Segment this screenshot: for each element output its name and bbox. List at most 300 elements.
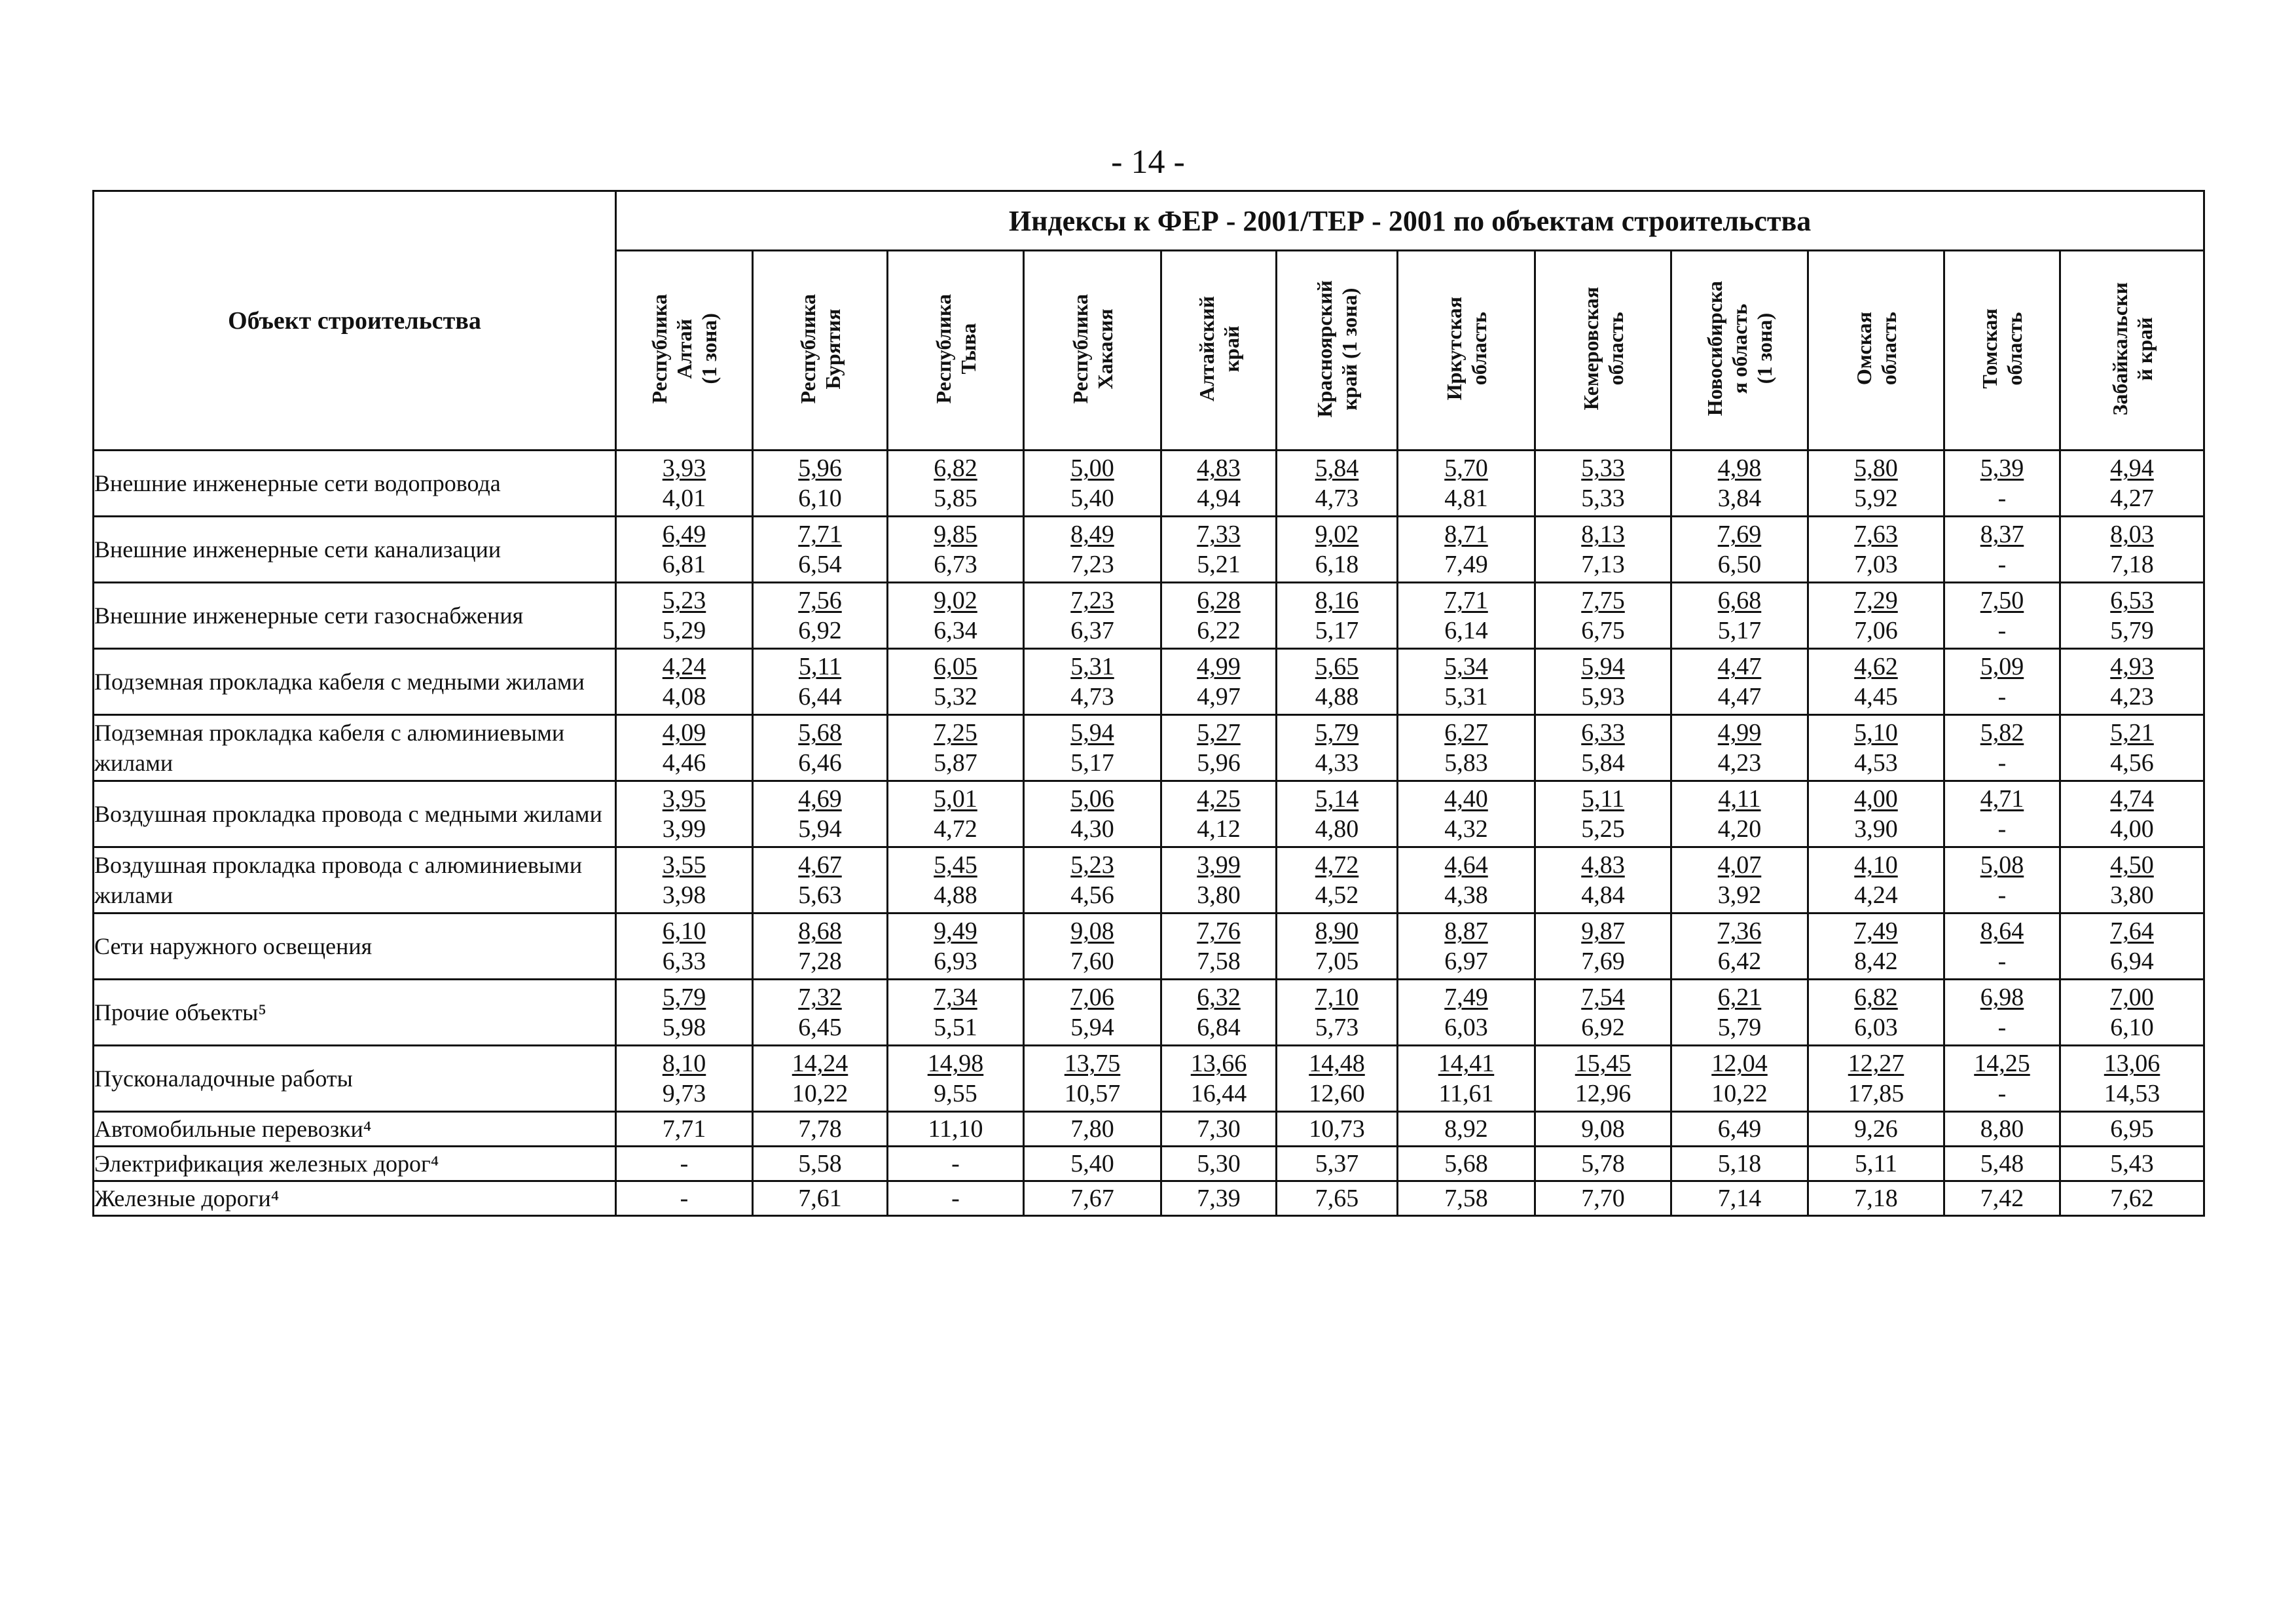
region-header-label: Красноярский край (1 зона) [1313,280,1361,418]
index-value-top: 5,39 [1980,454,2024,482]
index-cell [753,583,888,649]
index-value-bottom: 3,90 [1854,815,1898,843]
index-cell [1671,517,1808,583]
index-value-bottom: 6,93 [934,948,977,975]
region-header [1944,251,2060,451]
index-cell [888,781,1024,847]
region-header-label: Томская область [1978,308,2026,389]
index-cell [1277,847,1398,913]
index-value-top: 6,68 [1717,587,1762,614]
index-value-bottom: 5,63 [798,881,842,909]
index-value-bottom: 6,94 [2110,948,2154,975]
index-cell: 9,26 [1808,1112,1944,1147]
index-value-bottom: 4,56 [2110,749,2154,777]
table-row [94,451,2204,517]
index-cell [1944,980,2060,1046]
index-cell [2060,715,2204,781]
index-value-top: 5,96 [798,454,842,482]
index-value-top: 4,72 [1315,851,1359,879]
index-value-bottom: 5,94 [798,815,842,843]
index-cell [1808,715,1944,781]
table-row [94,980,2204,1046]
index-value-top: 8,03 [2110,521,2154,548]
index-cell [888,715,1024,781]
index-value-top: 7,33 [1197,521,1241,548]
index-cell [1808,583,1944,649]
index-cell: 7,65 [1277,1181,1398,1216]
index-value-bottom: 4,01 [662,485,706,512]
index-value-bottom: 6,10 [2110,1014,2154,1041]
index-value-top: 4,40 [1444,785,1488,813]
index-value-bottom: 7,58 [1197,948,1241,975]
index-value-top: 7,63 [1854,521,1898,548]
index-cell: 9,08 [1535,1112,1671,1147]
index-cell [616,1046,753,1112]
index-cell [2060,583,2204,649]
index-cell [1398,451,1535,517]
index-value-top: 5,94 [1070,719,1114,747]
index-cell [1277,583,1398,649]
index-cell: 5,37 [1277,1147,1398,1181]
index-value-top: 8,68 [798,917,842,945]
index-cell [1398,980,1535,1046]
index-value-top: 7,00 [2110,984,2154,1011]
index-value-bottom: - [1997,485,2007,512]
index-value-top: 9,87 [1581,917,1625,945]
index-value-top: 7,76 [1197,917,1241,945]
index-cell [1808,781,1944,847]
row-label: Подземная прокладка кабеля с медными жилами [94,649,616,715]
index-cell [1808,517,1944,583]
index-cell [1161,715,1277,781]
index-cell [2060,847,2204,913]
index-cell [1535,781,1671,847]
index-cell [616,451,753,517]
region-header [1808,251,1944,451]
region-header [1161,251,1277,451]
index-cell: 7,42 [1944,1181,2060,1216]
index-value-bottom: 5,51 [934,1014,977,1041]
index-value-top: 5,94 [1581,653,1625,680]
index-value-top: 8,49 [1070,521,1114,548]
index-cell [1024,451,1161,517]
index-cell: 5,11 [1808,1147,1944,1181]
index-cell [1161,781,1277,847]
index-value-bottom: 4,94 [1197,485,1241,512]
index-cell: 5,30 [1161,1147,1277,1181]
index-cell [888,517,1024,583]
index-cell [616,913,753,980]
table-row [94,847,2204,913]
row-label: Электрификация железных дорог⁴ [94,1147,616,1181]
region-header-label: Республика Хакасия [1068,293,1117,404]
index-cell: - [888,1181,1024,1216]
index-value-top: 5,79 [662,984,706,1011]
index-value-top: 8,71 [1444,521,1488,548]
index-cell [1398,715,1535,781]
index-cell [1535,980,1671,1046]
table-row [94,1112,2204,1147]
index-value-top: 4,71 [1980,785,2024,813]
index-value-bottom: - [1997,948,2007,975]
index-cell [1024,913,1161,980]
index-cell [616,781,753,847]
index-value-top: 5,70 [1444,454,1488,482]
index-value-top: 6,10 [662,917,706,945]
index-value-top: 7,75 [1581,587,1625,614]
table-body [94,451,2204,1216]
index-value-top: 7,23 [1070,587,1114,614]
index-value-top: 3,99 [1197,851,1241,879]
index-value-top: 4,83 [1581,851,1625,879]
index-value-top: 7,54 [1581,984,1625,1011]
index-value-bottom: 5,73 [1315,1014,1359,1041]
index-cell [1671,583,1808,649]
row-label: Воздушная прокладка провода с медными жилами [94,781,616,847]
index-cell [2060,781,2204,847]
index-cell [1535,715,1671,781]
index-value-bottom: 6,34 [934,617,977,644]
index-cell [2060,649,2204,715]
index-cell [616,980,753,1046]
row-label: Сети наружного освещения [94,913,616,980]
region-header-label: Кемеровская область [1578,287,1628,411]
index-value-bottom: 6,03 [1854,1014,1898,1041]
object-column-header-text: Объект строительства [228,306,481,335]
index-value-bottom: - [1997,617,2007,644]
index-value-bottom: 7,60 [1070,948,1114,975]
index-cell [1944,913,2060,980]
index-value-top: 7,32 [798,984,842,1011]
region-header [1398,251,1535,451]
index-value-top: 13,66 [1190,1050,1247,1077]
index-value-bottom: 5,17 [1070,749,1114,777]
index-value-bottom: 3,84 [1717,485,1762,512]
index-value-bottom: 6,37 [1070,617,1114,644]
index-value-top: 14,48 [1309,1050,1365,1077]
index-value-bottom: 6,73 [934,551,977,578]
index-value-bottom: 6,75 [1581,617,1625,644]
index-value-bottom: 6,14 [1444,617,1488,644]
table-row [94,913,2204,980]
index-value-top: 4,93 [2110,653,2154,680]
index-value-bottom: 4,53 [1854,749,1898,777]
index-cell [888,913,1024,980]
index-cell [1161,649,1277,715]
index-value-top: 6,82 [1854,984,1898,1011]
index-cell [1808,649,1944,715]
index-value-bottom: 7,05 [1315,948,1359,975]
region-header-label: Республика Бурятия [795,293,845,404]
region-header [616,251,753,451]
object-column-header [94,191,616,451]
index-value-top: 9,49 [934,917,977,945]
index-value-bottom: 4,24 [1854,881,1898,909]
index-cell: 5,68 [1398,1147,1535,1181]
index-cell [1277,715,1398,781]
index-value-top: 6,53 [2110,587,2154,614]
index-cell [753,847,888,913]
index-value-bottom: 7,49 [1444,551,1488,578]
index-value-bottom: 6,03 [1444,1014,1488,1041]
index-cell [1398,517,1535,583]
index-cell: 5,58 [753,1147,888,1181]
index-cell [753,980,888,1046]
index-value-bottom: - [1997,815,2007,843]
index-value-bottom: - [1997,551,2007,578]
index-cell [1535,1046,1671,1112]
index-value-bottom: 6,33 [662,948,706,975]
index-value-bottom: 7,06 [1854,617,1898,644]
index-value-bottom: 4,33 [1315,749,1359,777]
region-header [1671,251,1808,451]
index-value-top: 9,02 [934,587,977,614]
index-value-top: 8,87 [1444,917,1488,945]
index-value-top: 12,04 [1711,1050,1768,1077]
index-cell: 6,95 [2060,1112,2204,1147]
index-value-top: 9,02 [1315,521,1359,548]
index-cell [1671,451,1808,517]
index-cell [1808,980,1944,1046]
index-value-bottom: 7,03 [1854,551,1898,578]
index-value-top: 3,93 [662,454,706,482]
index-value-top: 4,11 [1718,785,1761,813]
index-value-top: 5,11 [798,653,842,680]
index-value-bottom: 4,88 [934,881,977,909]
index-value-bottom: 5,33 [1581,485,1625,512]
index-cell [2060,1046,2204,1112]
index-cell [753,781,888,847]
region-header-label: Алтайский край [1194,295,1243,402]
index-cell [1277,649,1398,715]
index-value-top: 3,95 [662,785,706,813]
index-value-top: 4,24 [662,653,706,680]
row-label: Внешние инженерные сети канализации [94,517,616,583]
region-header-label: Республика Тыва [931,293,980,404]
index-cell [1024,715,1161,781]
index-table [92,190,2205,1217]
index-value-top: 8,37 [1980,521,2024,548]
index-value-bottom: 6,84 [1197,1014,1241,1041]
index-value-top: 5,00 [1070,454,1114,482]
index-cell: 7,78 [753,1112,888,1147]
index-value-top: 5,23 [1070,851,1114,879]
index-value-bottom: - [1997,881,2007,909]
index-cell [1808,451,1944,517]
index-value-top: 5,10 [1854,719,1898,747]
page-number: - 14 - [1111,143,1185,181]
index-value-top: 12,27 [1848,1050,1904,1077]
table-row [94,583,2204,649]
index-cell [1161,980,1277,1046]
index-cell [1398,583,1535,649]
region-header [888,251,1024,451]
index-value-bottom: 5,25 [1581,815,1625,843]
index-value-top: 7,64 [2110,917,2154,945]
table-row [94,715,2204,781]
index-cell [1398,847,1535,913]
index-value-top: 13,06 [2104,1050,2160,1077]
index-cell: 7,70 [1535,1181,1671,1216]
index-cell [1024,1046,1161,1112]
index-value-bottom: 4,80 [1315,815,1359,843]
index-cell [1277,1046,1398,1112]
index-value-bottom: 5,87 [934,749,977,777]
index-cell [1671,715,1808,781]
table-row [94,649,2204,715]
index-cell [888,451,1024,517]
index-cell [753,715,888,781]
index-value-bottom: 5,17 [1315,617,1359,644]
index-value-bottom: 5,98 [662,1014,706,1041]
index-value-bottom: 4,73 [1315,485,1359,512]
index-cell [753,517,888,583]
index-value-bottom: 4,52 [1315,881,1359,909]
index-value-top: 4,47 [1717,653,1762,680]
index-value-top: 7,06 [1070,984,1114,1011]
index-value-bottom: - [1997,1014,2007,1041]
index-value-top: 7,69 [1717,521,1762,548]
index-value-bottom: 10,57 [1064,1080,1121,1107]
index-cell [1535,583,1671,649]
table-row [94,1181,2204,1216]
index-cell [1161,847,1277,913]
index-cell [1398,649,1535,715]
index-cell [2060,980,2204,1046]
index-value-bottom: 6,44 [798,683,842,710]
index-value-bottom: 3,80 [2110,881,2154,909]
index-cell [888,847,1024,913]
index-value-bottom: - [1997,1080,2007,1107]
index-cell [1277,980,1398,1046]
index-cell [2060,913,2204,980]
index-cell: - [888,1147,1024,1181]
region-header [2060,251,2204,451]
index-cell: 7,58 [1398,1181,1535,1216]
index-value-bottom: 6,45 [798,1014,842,1041]
index-value-top: 6,28 [1197,587,1241,614]
region-header-label: Забайкальски й край [2107,282,2157,416]
index-value-bottom: 17,85 [1848,1080,1904,1107]
index-value-top: 7,71 [1444,587,1488,614]
index-value-top: 6,32 [1197,984,1241,1011]
index-value-top: 14,98 [927,1050,984,1077]
index-cell [1944,847,2060,913]
table-row [94,781,2204,847]
index-cell [1671,649,1808,715]
index-cell [1161,1046,1277,1112]
index-cell [1671,980,1808,1046]
region-header-label: Республика Алтай (1 зона) [647,293,721,404]
index-value-bottom: 6,54 [798,551,842,578]
index-value-top: 6,05 [934,653,977,680]
row-label: Пусконаладочные работы [94,1046,616,1112]
index-value-top: 5,80 [1854,454,1898,482]
table-row [94,1046,2204,1112]
index-value-bottom: 4,23 [2110,683,2154,710]
index-value-bottom: 5,79 [2110,617,2154,644]
index-value-top: 4,94 [2110,454,2154,482]
index-value-top: 6,98 [1980,984,2024,1011]
index-value-bottom: 7,13 [1581,551,1625,578]
index-value-top: 5,14 [1315,785,1359,813]
index-value-bottom: 6,92 [1581,1014,1625,1041]
index-cell: 5,78 [1535,1147,1671,1181]
index-value-bottom: 3,98 [662,881,706,909]
index-cell [1671,1046,1808,1112]
index-value-top: 4,64 [1444,851,1488,879]
index-cell [888,1046,1024,1112]
index-value-bottom: 6,97 [1444,948,1488,975]
index-cell: - [616,1181,753,1216]
index-cell [1277,913,1398,980]
index-value-bottom: 8,42 [1854,948,1898,975]
index-cell [2060,451,2204,517]
index-cell: 5,18 [1671,1147,1808,1181]
index-value-bottom: 12,96 [1575,1080,1631,1107]
index-value-top: 4,50 [2110,851,2154,879]
table-title: Индексы к ФЕР - 2001/ТЕР - 2001 по объектам строительства [616,191,2204,251]
index-cell [616,649,753,715]
index-value-bottom: 4,45 [1854,683,1898,710]
index-value-top: 7,10 [1315,984,1359,1011]
index-cell [1808,847,1944,913]
index-value-bottom: 7,18 [2110,551,2154,578]
index-value-bottom: 12,60 [1309,1080,1365,1107]
index-value-top: 4,69 [798,785,842,813]
index-cell [1161,583,1277,649]
index-value-top: 5,09 [1980,653,2024,680]
index-cell [1671,913,1808,980]
index-value-bottom: 6,81 [662,551,706,578]
index-cell: 10,73 [1277,1112,1398,1147]
index-cell [1024,980,1161,1046]
index-cell [753,649,888,715]
row-label: Подземная прокладка кабеля с алюминиевыми жилами [94,715,616,781]
index-cell [1944,583,2060,649]
index-value-top: 5,31 [1070,653,1114,680]
index-cell: 7,67 [1024,1181,1161,1216]
region-header [1277,251,1398,451]
index-value-bottom: 4,97 [1197,683,1241,710]
region-header-label: Иркутская область [1442,297,1491,401]
index-value-bottom: 4,27 [2110,485,2154,512]
index-value-bottom: 5,21 [1197,551,1241,578]
index-cell: 5,43 [2060,1147,2204,1181]
index-value-top: 5,45 [934,851,977,879]
index-value-top: 5,34 [1444,653,1488,680]
index-value-top: 5,01 [934,785,977,813]
index-cell: 7,61 [753,1181,888,1216]
index-value-top: 4,07 [1717,851,1762,879]
index-value-bottom: 11,61 [1438,1080,1494,1107]
index-value-bottom: 6,10 [798,485,842,512]
index-value-bottom: 5,84 [1581,749,1625,777]
index-value-top: 5,11 [1581,785,1625,813]
index-cell [1398,913,1535,980]
index-value-top: 7,56 [798,587,842,614]
index-value-top: 5,06 [1070,785,1114,813]
index-cell: - [616,1147,753,1181]
index-cell [1161,451,1277,517]
index-value-top: 4,00 [1854,785,1898,813]
index-value-bottom: 4,56 [1070,881,1114,909]
index-value-top: 4,83 [1197,454,1241,482]
index-value-top: 14,24 [792,1050,848,1077]
index-value-bottom: 7,28 [798,948,842,975]
index-value-bottom: 10,22 [1711,1080,1768,1107]
index-value-bottom: 9,73 [662,1080,706,1107]
